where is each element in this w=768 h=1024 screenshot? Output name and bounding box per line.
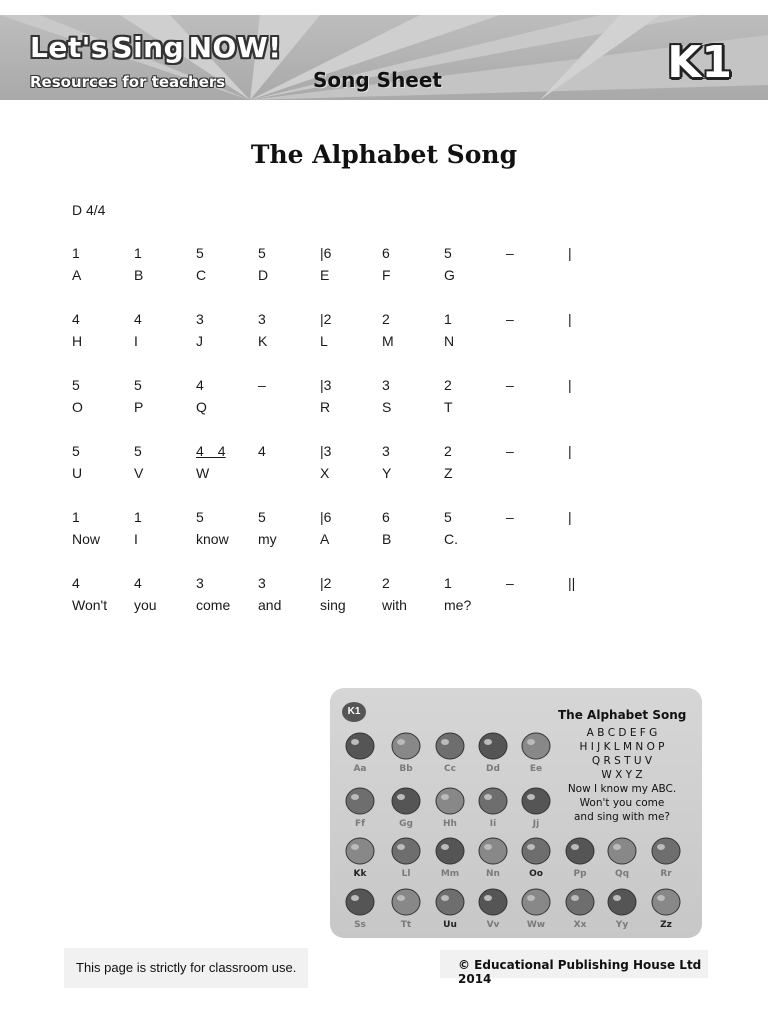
- notation-row: [0, 377, 620, 427]
- lyric: J: [196, 333, 203, 349]
- copyright-text: © Educational Publishing House Ltd 2014: [458, 958, 702, 986]
- lyric: Z: [444, 465, 453, 481]
- note: 1: [72, 245, 80, 261]
- lyric: L: [320, 333, 328, 349]
- letter-label: Mm: [440, 869, 460, 879]
- note: 4: [258, 443, 266, 459]
- note: |3: [320, 443, 332, 459]
- alphabet-card: [330, 688, 702, 938]
- note: 6: [382, 245, 390, 261]
- letter-label: Ee: [529, 764, 543, 774]
- lyric: M: [382, 333, 394, 349]
- lyric: K: [258, 333, 268, 349]
- letter-picture-icon: [602, 884, 642, 920]
- lyric: H: [72, 333, 83, 349]
- letter-label: Ll: [401, 869, 411, 879]
- logo-lets: Let's: [30, 31, 108, 64]
- letter-label: Uu: [443, 920, 457, 930]
- lyric: me?: [444, 597, 472, 613]
- letter-label: Tt: [400, 920, 412, 930]
- lyric: C: [196, 267, 207, 283]
- copyright: [440, 950, 708, 986]
- letter-label: Bb: [399, 764, 413, 774]
- letter-picture-icon: [340, 783, 380, 819]
- note: 5: [258, 245, 266, 261]
- letter-picture-icon: [340, 833, 380, 869]
- letter-label: Ff: [354, 819, 366, 829]
- letter-picture-icon: [516, 728, 556, 764]
- letter-label: Kk: [353, 869, 367, 879]
- note: 4: [72, 311, 80, 327]
- logo-sing: Sing: [112, 31, 185, 64]
- letter-label: Zz: [660, 920, 672, 930]
- letter-picture-icon: [386, 783, 426, 819]
- letter-label: Ii: [489, 819, 497, 829]
- note: 4 4: [196, 443, 226, 459]
- card-lyric-line: H I J K L M N O P: [579, 741, 665, 753]
- letter-label: Dd: [486, 764, 500, 774]
- note: –: [506, 377, 514, 393]
- letter-picture-icon: [430, 884, 470, 920]
- letter-picture-icon: [386, 884, 426, 920]
- note: |: [568, 377, 572, 393]
- letter-label: Gg: [399, 819, 413, 829]
- note: –: [506, 443, 514, 459]
- lyric: V: [134, 465, 144, 481]
- note: 5: [72, 443, 80, 459]
- logo-now: NOW!: [188, 31, 282, 64]
- classroom-notice: [64, 948, 308, 988]
- lyric: B: [382, 531, 392, 547]
- note: 5: [196, 245, 204, 261]
- letter-label: Xx: [573, 920, 587, 930]
- note: 3: [258, 311, 266, 327]
- letter-label: Cc: [444, 764, 456, 774]
- letter-label: Qq: [614, 869, 630, 879]
- lyric: Y: [382, 465, 392, 481]
- note: 2: [382, 575, 390, 591]
- letter-label: Pp: [573, 869, 587, 879]
- note: 1: [444, 311, 452, 327]
- letter-picture-icon: [340, 728, 380, 764]
- lyric: Now: [72, 531, 101, 547]
- letter-picture-icon: [340, 884, 380, 920]
- lyric: E: [320, 267, 330, 283]
- note: 1: [134, 245, 142, 261]
- letter-picture-icon: [430, 728, 470, 764]
- note: ||: [568, 575, 576, 591]
- note: 5: [72, 377, 80, 393]
- notation-row: [0, 509, 620, 559]
- note: –: [258, 377, 266, 393]
- letter-picture-icon: [646, 833, 686, 869]
- note: –: [506, 509, 514, 525]
- note: |: [568, 245, 572, 261]
- letter-label: Nn: [486, 869, 500, 879]
- note: 5: [134, 377, 142, 393]
- note: 5: [444, 245, 452, 261]
- lyric: come: [196, 597, 231, 613]
- lyric: W: [196, 465, 210, 481]
- note: 3: [258, 575, 266, 591]
- letter-picture-icon: [430, 833, 470, 869]
- letter-label: Hh: [443, 819, 457, 829]
- letter-picture-icon: [560, 833, 600, 869]
- note: –: [506, 245, 514, 261]
- letter-picture-icon: [516, 783, 556, 819]
- letter-picture-icon: [602, 833, 642, 869]
- song-sheet-label: Song Sheet: [313, 68, 442, 92]
- notation-row: [0, 443, 620, 493]
- lyric: S: [382, 399, 392, 415]
- lyric: R: [320, 399, 331, 415]
- lyric: C.: [444, 531, 458, 547]
- note: 4: [196, 377, 204, 393]
- lyric: my: [258, 531, 277, 547]
- lyric: U: [72, 465, 83, 481]
- letter-picture-icon: [473, 783, 513, 819]
- lets-sing-now-logo: [30, 31, 282, 64]
- classroom-notice-text: This page is strictly for classroom use.: [76, 960, 297, 975]
- lyric: N: [444, 333, 455, 349]
- lyric: P: [134, 399, 144, 415]
- card-title: The Alphabet Song: [558, 708, 687, 722]
- note: –: [506, 311, 514, 327]
- letter-picture-icon: [430, 783, 470, 819]
- note: 1: [72, 509, 80, 525]
- notation-row: [0, 245, 620, 295]
- lyric: Won't: [72, 597, 108, 613]
- header-banner: [0, 15, 768, 100]
- letter-picture-icon: [516, 833, 556, 869]
- letter-picture-icon: [473, 833, 513, 869]
- card-lyric-line: Won't you come: [579, 797, 665, 809]
- letter-label: Ww: [526, 920, 546, 930]
- lyric: O: [72, 399, 83, 415]
- key-signature: D 4/4: [72, 202, 106, 218]
- note: 3: [382, 377, 390, 393]
- lyric: Q: [196, 399, 207, 415]
- lyric: sing: [320, 597, 346, 613]
- note: 4: [134, 575, 142, 591]
- lyric: A: [72, 267, 82, 283]
- card-lyric-line: Now I know my ABC.: [567, 783, 677, 795]
- note: 3: [196, 311, 204, 327]
- note: 1: [444, 575, 452, 591]
- letter-picture-icon: [473, 728, 513, 764]
- letter-label: Aa: [353, 764, 367, 774]
- letter-picture-icon: [560, 884, 600, 920]
- note: 2: [382, 311, 390, 327]
- note: –: [506, 575, 514, 591]
- note: 5: [134, 443, 142, 459]
- grade-label: K1: [667, 37, 732, 88]
- lyric: and: [258, 597, 282, 613]
- note: 4: [72, 575, 80, 591]
- note: 2: [444, 443, 452, 459]
- note: 5: [444, 509, 452, 525]
- note: |6: [320, 245, 332, 261]
- note: |: [568, 311, 572, 327]
- letter-picture-icon: [386, 728, 426, 764]
- letter-picture-icon: [646, 884, 686, 920]
- card-lyric-line: and sing with me?: [573, 811, 670, 823]
- letter-label: Rr: [660, 869, 672, 879]
- card-lyric-line: W X Y Z: [601, 769, 643, 781]
- note: 5: [258, 509, 266, 525]
- letter-label: Jj: [532, 819, 540, 829]
- card-lyric-line: Q R S T U V: [591, 755, 653, 767]
- lyric: D: [258, 267, 269, 283]
- lyric: G: [444, 267, 455, 283]
- notation-row: [0, 311, 620, 361]
- letter-picture-icon: [516, 884, 556, 920]
- letter-label: Ss: [354, 920, 366, 930]
- lyric: I: [134, 333, 138, 349]
- lyric: T: [444, 399, 453, 415]
- notation-row: [0, 575, 620, 625]
- note: 6: [382, 509, 390, 525]
- note: |: [568, 443, 572, 459]
- letter-picture-icon: [473, 884, 513, 920]
- lyric: A: [320, 531, 330, 547]
- note: |3: [320, 377, 332, 393]
- letter-label: Oo: [529, 869, 543, 879]
- note: 1: [134, 509, 142, 525]
- note: |: [568, 509, 572, 525]
- note: |2: [320, 575, 332, 591]
- letter-label: Yy: [615, 920, 629, 930]
- lyric: B: [134, 267, 144, 283]
- note: |6: [320, 509, 332, 525]
- letter-label: Vv: [486, 920, 500, 930]
- note: 3: [382, 443, 390, 459]
- lyric: F: [382, 267, 391, 283]
- lyric: with: [382, 597, 407, 613]
- lyric: know: [196, 531, 229, 547]
- card-lyric-line: A B C D E F G: [586, 727, 658, 739]
- note: 3: [196, 575, 204, 591]
- lyric: you: [134, 597, 157, 613]
- letter-picture-icon: [386, 833, 426, 869]
- note: 2: [444, 377, 452, 393]
- note: |2: [320, 311, 332, 327]
- note: 4: [134, 311, 142, 327]
- page-title: The Alphabet Song: [250, 140, 518, 169]
- lyric: X: [320, 465, 330, 481]
- logo-subtitle: Resources for teachers: [30, 73, 226, 91]
- lyric: I: [134, 531, 138, 547]
- note: 5: [196, 509, 204, 525]
- card-grade-badge: K1: [342, 702, 366, 722]
